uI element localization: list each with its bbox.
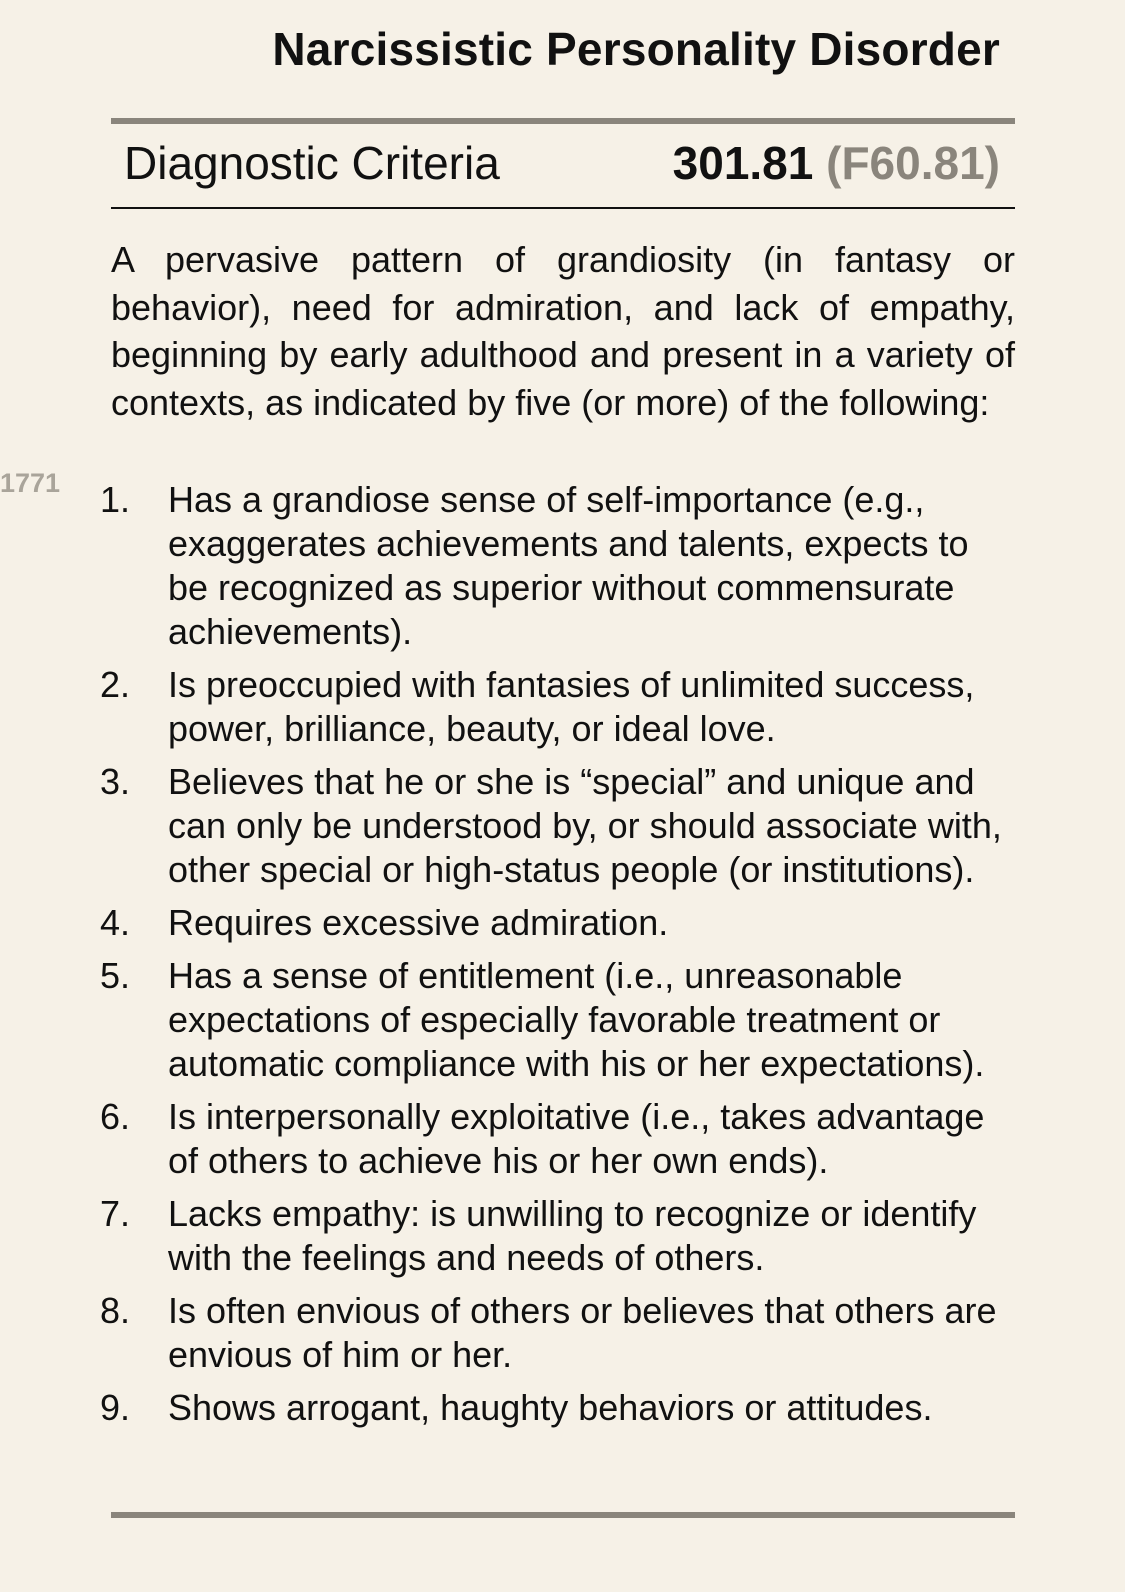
criterion-item bbox=[100, 760, 1015, 892]
criterion-number: 9. bbox=[100, 1387, 131, 1428]
criterion-text: Has a sense of entitlement (i.e., unreasonable expectations of especially favorable treatment or automatic compliance with his or her expectations). bbox=[168, 955, 985, 1084]
icd-code: (F60.81) bbox=[826, 137, 1000, 189]
criterion-text: Is interpersonally exploitative (i.e., takes advantage of others to achieve his or her own ends). bbox=[168, 1096, 985, 1181]
bottom-rule-divider bbox=[111, 1512, 1015, 1518]
criterion-number: 3. bbox=[100, 761, 131, 802]
criterion-text: Believes that he or she is “special” and unique and can only be understood by, or should associate with, other special or high-status people (or institutions). bbox=[168, 761, 1002, 890]
criterion-number: 2. bbox=[100, 664, 131, 705]
criterion-item bbox=[100, 478, 1015, 654]
criterion-number: 8. bbox=[100, 1290, 131, 1331]
criterion-item bbox=[100, 1095, 1015, 1183]
page-title: Narcissistic Personality Disorder bbox=[272, 23, 1000, 75]
criterion-number: 4. bbox=[100, 902, 131, 943]
top-rule-divider bbox=[111, 118, 1015, 124]
criterion-number: 7. bbox=[100, 1193, 131, 1234]
criterion-item bbox=[100, 1289, 1015, 1377]
criterion-text: Is preoccupied with fantasies of unlimited success, power, brilliance, beauty, or ideal love. bbox=[168, 664, 975, 749]
criterion-number: 5. bbox=[100, 955, 131, 996]
criterion-item bbox=[100, 1192, 1015, 1280]
criterion-text: Is often envious of others or believes that others are envious of him or her. bbox=[168, 1290, 997, 1375]
diagnostic-codes bbox=[673, 136, 1000, 190]
criterion-number: 6. bbox=[100, 1096, 131, 1137]
dsm-code: 301.81 bbox=[672, 137, 814, 189]
criterion-text: Lacks empathy: is unwilling to recognize or identify with the feelings and needs of others. bbox=[168, 1193, 977, 1278]
criterion-number: 1. bbox=[100, 479, 131, 520]
criteria-list bbox=[100, 478, 1015, 1439]
criterion-text: Requires excessive admiration. bbox=[168, 902, 669, 943]
section-label: Diagnostic Criteria bbox=[124, 137, 500, 189]
criterion-item bbox=[100, 954, 1015, 1086]
criteria-header bbox=[124, 132, 1000, 196]
intro-paragraph: A pervasive pattern of grandiosity (in fantasy or behavior), need for admiration, and lack of empathy, beginning by early adulthood and present in a variety of contexts, as indicated by five (or more) of the following: bbox=[111, 239, 1015, 423]
criterion-item bbox=[100, 663, 1015, 751]
criterion-text: Shows arrogant, haughty behaviors or attitudes. bbox=[168, 1387, 933, 1428]
criterion-item bbox=[100, 1386, 1015, 1430]
margin-page-number: 1771 bbox=[0, 468, 61, 498]
criterion-item bbox=[100, 901, 1015, 945]
criterion-text: Has a grandiose sense of self-importance (e.g., exaggerates achievements and talents, expects to be recognized as superior without commensurate achievements). bbox=[168, 479, 969, 652]
header-rule-divider bbox=[111, 207, 1015, 209]
